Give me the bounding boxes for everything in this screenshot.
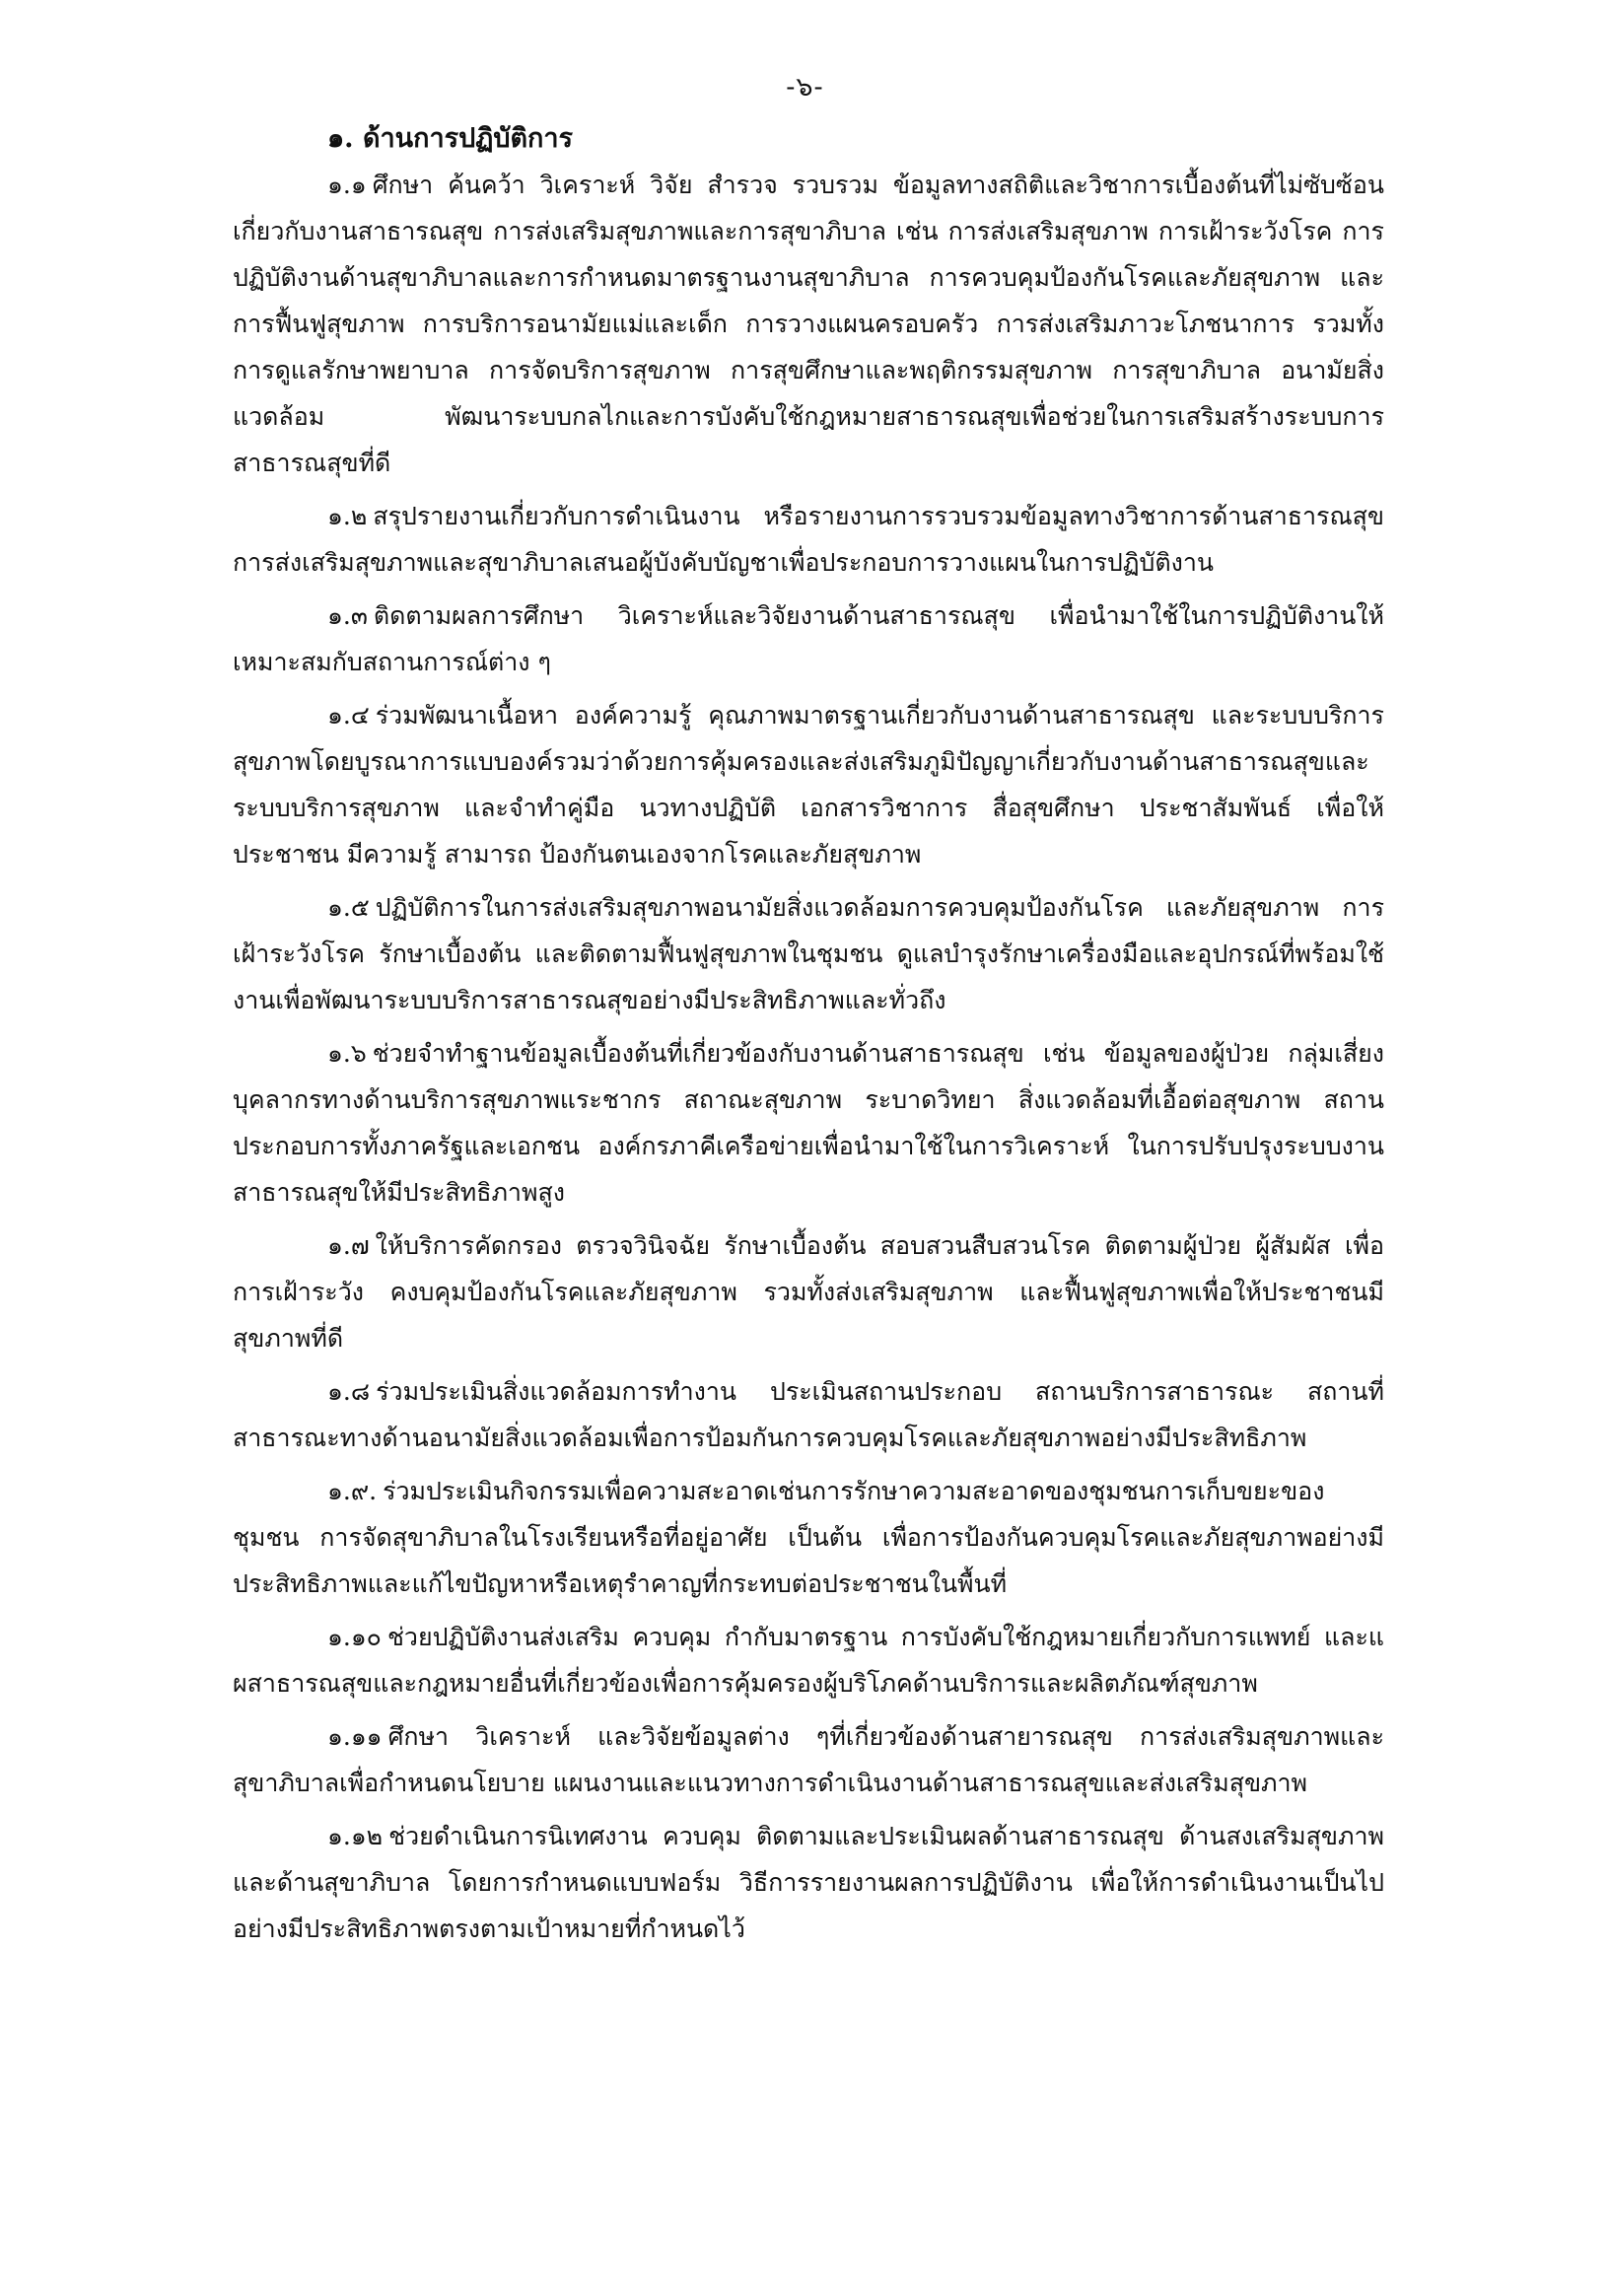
paragraph-1-5 [233,884,1384,1023]
item-number: ๑.๗ [327,1231,370,1260]
item-number: ๑.๑๒ [327,1822,384,1850]
item-text: ติดตามผลการศึกษา วิเคราะห์และวิจัยงานด้านสาธารณสุข เพื่อนำมาใช้ในการปฏิบัติงานให้เหมาะสมกับสถานการณ์ต่าง ๆ [233,601,1384,676]
item-text: ช่วยปฏิบัติงานส่งเสริม ควบคุม กำกับมาตรฐาน การบังคับใช้กฎหมายเกี่ยวกับการแพทย์ และแ ผสาธารณสุขและกฎหมายอื่นที่เกี่ยวข้องเพื่อการคุ้มครองผู้บริโภคด้านบริการและผลิตภัณฑ์สุขภาพ [233,1623,1384,1698]
item-number: ๑.๔ [327,701,370,730]
item-number: ๑.๑ [327,171,367,199]
paragraph-1-10 [233,1614,1384,1706]
paragraph-1-9 [233,1468,1384,1607]
item-text: ร่วมประเมินสิ่งแวดล้อมการทำงาน ประเมินสถานประกอบ สถานบริการสาธารณะ สถานที่สาธารณะทางด้านอนามัยสิ่งแวดล้อมเพื่อการป้อมกันการควบคุมโรคและภัยสุขภาพอย่างมีประสิทธิภาพ [233,1377,1384,1452]
item-number: ๑.๑๐ [327,1623,382,1651]
item-text: ช่วยดำเนินการนิเทศงาน ควบคุม ติดตามและประเมินผลด้านสาธารณสุข ด้านสงเสริมสุขภาพและด้านสุขาภิบาล โดยการกำหนดแบบฟอร์ม วิธีการรายงานผลการปฏิบัติงาน เพื่อให้การดำเนินงานเป็นไปอย่างมีประสิทธิภาพตรงตามเป้าหมายที่กำหนดไว้ [233,1822,1384,1943]
item-number: ๑.๑๑ [327,1722,383,1751]
paragraph-1-6 [233,1030,1384,1216]
item-number: ๑.๓ [327,601,368,630]
paragraph-1-8 [233,1368,1384,1461]
item-number: ๑.๙. [327,1477,378,1505]
item-number: ๑.๘ [327,1377,371,1406]
item-number: ๑.๒ [327,502,368,530]
item-number: ๑.๖ [327,1039,367,1068]
item-text: ร่วมประเมินกิจกรรมเพื่อความสะอาดเช่นการรักษาความสะอาดของชุมชนการเก็บขยะของชุมชน การจัดสุขาภิบาลในโรงเรียนหรือที่อยู่อาศัย เป็นต้น เพื่อการป้องกันควบคุมโรคและภัยสุขภาพอย่างมีประสิทธิภาพและแก้ไขปัญหาหรือเหตุรำคาญที่กระทบต่อประชาชนในพื้นที่ [233,1477,1384,1598]
item-text: ช่วยจำทำฐานข้อมูลเบื้องต้นที่เกี่ยวข้องกับงานด้านสาธารณสุข เช่น ข้อมูลของผู้ป่วย กลุ่มเสี่ยง บุคลากรทางด้านบริการสุขภาพแระชากร สถาณะสุขภาพ ระบาดวิทยา สิ่งแวดล้อมที่เอื้อต่อสุขภาพ สถานประกอบการทั้งภาครัฐและเอกชน องค์กรภาคีเครือข่ายเพื่อนำมาใช้ในการวิเคราะห์ ในการปรับปรุงระบบงานสาธารณสุขให้มีประสิทธิภาพสูง [233,1039,1384,1207]
paragraph-1-3 [233,592,1384,685]
item-text: ร่วมพัฒนาเนื้อหา องค์ความรู้ คุณภาพมาตรฐานเกี่ยวกับงานด้านสาธารณสุข และระบบบริการสุขภาพโดยบูรณาการแบบองค์รวมว่าด้วยการคุ้มครองและส่งเสริมภูมิปัญญาเกี่ยวกับงานด้านสาธารณสุขและระบบบริการสุขภาพ และจำทำคู่มือ นวทางปฏิบัติ เอกสารวิชาการ สื่อสุขศึกษา ประชาสัมพันธ์ เพื่อให้ประชาชน มีความรู้ สามารถ ป้องกันตนเองจากโรคและภัยสุขภาพ [233,701,1384,869]
item-text: ปฏิบัติการในการส่งเสริมสุขภาพอนามัยสิ่งแวดล้อมการควบคุมป้องกันโรค และภัยสุขภาพ การเฝ้าระวังโรค รักษาเบื้องต้น และติดตามฟื้นฟูสุขภาพในชุมชน ดูแลบำรุงรักษาเครื่องมือและอุปกรณ์ที่พร้อมใช้งานเพื่อพัฒนาระบบบริการสาธารณสุขอย่างมีประสิทธิภาพและทั่วถึง [233,893,1384,1014]
item-text: สรุปรายงานเกี่ยวกับการดำเนินงาน หรือรายงานการรวบรวมข้อมูลทางวิชาการด้านสาธารณสุขการส่งเสริมสุขภาพและสุขาภิบาลเสนอผู้บังคับบัญชาเพื่อประกอบการวางแผนในการปฏิบัติงาน [233,502,1384,577]
paragraph-1-4 [233,692,1384,877]
paragraph-1-11 [233,1713,1384,1806]
item-number: ๑.๕ [327,893,370,922]
paragraph-1-7 [233,1222,1384,1361]
document-body [233,116,1384,1959]
item-text: ศึกษา วิเคราะห์ และวิจัยข้อมูลต่าง ๆที่เกี่ยวข้องด้านสายารณสุข การส่งเสริมสุขภาพและสุขาภิบาลเพื่อกำหนดนโยบาย แผนงานและแนวทางการดำเนินงานด้านสาธารณสุขและส่งเสริมสุขภาพ [233,1722,1384,1797]
paragraph-1-1 [233,162,1384,486]
page-number: -๖- [786,72,824,103]
paragraph-1-12 [233,1813,1384,1952]
item-text: ให้บริการคัดกรอง ตรวจวินิจฉัย รักษาเบื้องต้น สอบสวนสืบสวนโรค ติดตามผู้ป่วย ผู้สัมผัส เพื่อการเฝ้าระวัง คงบคุมป้องกันโรคและภัยสุขภาพ รวมทั้งส่งเสริมสุขภาพ และฟื้นฟูสุขภาพเพื่อให้ประชาชนมีสุขภาพที่ดี [233,1231,1384,1353]
item-text: ศึกษา ค้นคว้า วิเคราะห์ วิจัย สำรวจ รวบรวม ข้อมูลทางสถิติและวิชาการเบื้องต้นที่ไม่ซับซ้อนเกี่ยวกับงานสาธารณสุข การส่งเสริมสุขภาพและการสุขาภิบาล เช่น การส่งเสริมสุขภาพ การเฝ้าระวังโรค การปฏิบัติงานด้านสุขาภิบาลและการกำหนดมาตรฐานงานสุขาภิบาล การควบคุมป้องกันโรคและภัยสุขภาพ และการฟื้นฟูสุขภาพ การบริการอนามัยแม่และเด็ก การวางแผนครอบครัว การส่งเสริมภาวะโภชนาการ รวมทั้งการดูแลรักษาพยาบาล การจัดบริการสุขภาพ การสุขศึกษาและพฤติกรรมสุขภาพ การสุขาภิบาล อนามัยสิ่งแวดล้อม พัฒนาระบบกลไกและการบังคับใช้กฎหมายสาธารณสุขเพื่อช่วยในการเสริมสร้างระบบการสาธารณสุขที่ดี [233,171,1384,477]
paragraph-1-2 [233,493,1384,586]
section-heading: ๑. ด้านการปฏิบัติการ [327,123,574,154]
